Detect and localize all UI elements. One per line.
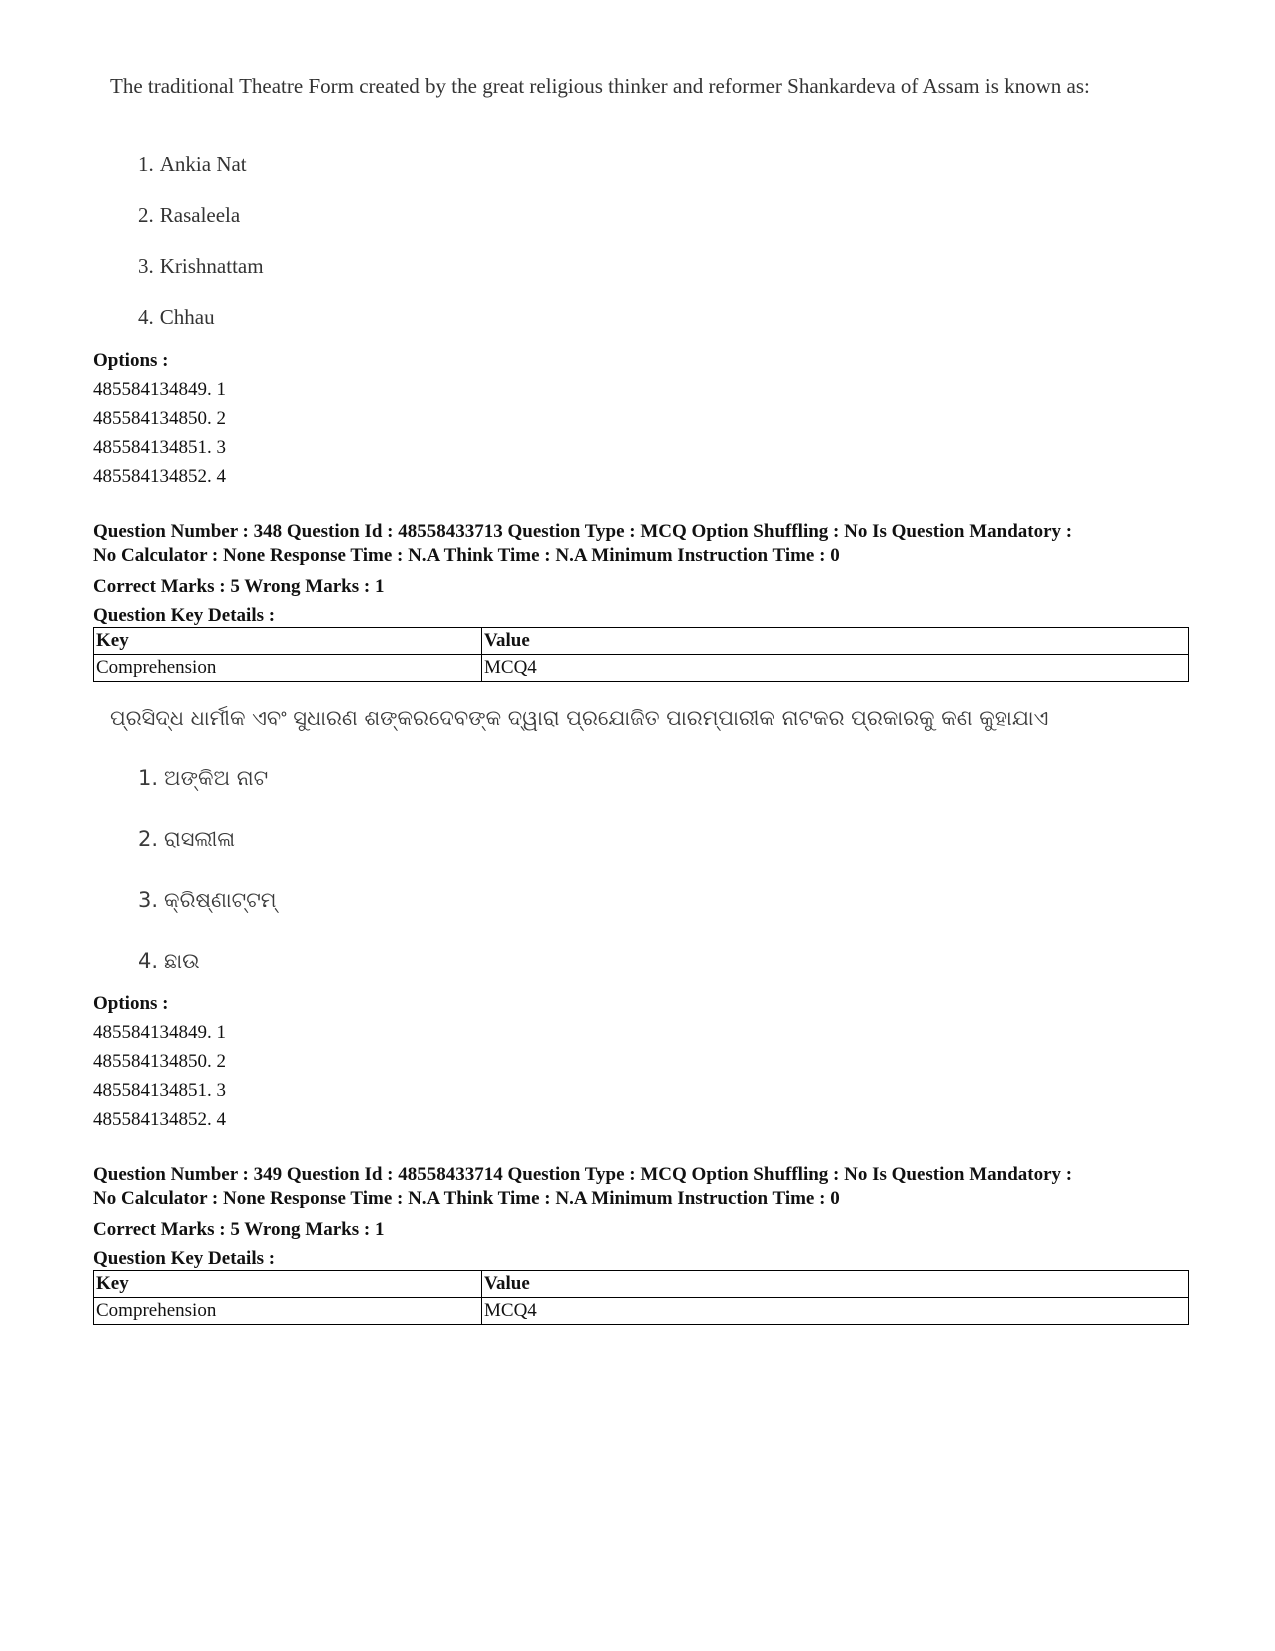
- choice-3: 3. Krishnattam: [138, 254, 264, 278]
- option-row: 485584134849. 1: [93, 379, 226, 400]
- cell-key: Comprehension: [94, 1298, 482, 1325]
- table-row: [94, 1298, 1189, 1325]
- marks-line: Correct Marks : 5 Wrong Marks : 1: [93, 576, 385, 597]
- option-row: 485584134849. 1: [93, 1022, 226, 1043]
- option-row: 485584134852. 4: [93, 1109, 226, 1130]
- key-details-heading: Question Key Details :: [93, 605, 276, 626]
- meta-line-1: Question Number : 349 Question Id : 48558433714 Question Type : MCQ Option Shuffling : No Is Question Mandatory :: [93, 1164, 1073, 1185]
- cell-key: Comprehension: [94, 655, 482, 682]
- option-row: 485584134850. 2: [93, 408, 226, 429]
- choice-2: 2. ରାସଲୀଳା: [138, 827, 236, 851]
- meta-line-2: No Calculator : None Response Time : N.A Think Time : N.A Minimum Instruction Time : 0: [93, 545, 840, 566]
- choice-4: 4. Chhau: [138, 305, 215, 329]
- option-row: 485584134851. 3: [93, 1080, 226, 1101]
- meta-line-1: Question Number : 348 Question Id : 48558433713 Question Type : MCQ Option Shuffling : No Is Question Mandatory :: [93, 521, 1073, 542]
- header-key: Key: [94, 628, 482, 655]
- options-heading: Options :: [93, 993, 169, 1014]
- meta-line-2: No Calculator : None Response Time : N.A Think Time : N.A Minimum Instruction Time : 0: [93, 1188, 840, 1209]
- question-meta: [93, 1163, 1193, 1273]
- table-row: [94, 655, 1189, 682]
- key-details-heading: Question Key Details :: [93, 1248, 276, 1269]
- options-heading: Options :: [93, 350, 169, 371]
- option-row: 485584134851. 3: [93, 437, 226, 458]
- key-details-table: [93, 627, 1189, 682]
- question-image-english: [110, 72, 1110, 342]
- question-image-odia: [110, 704, 1110, 984]
- header-value: Value: [482, 628, 1189, 655]
- table-header-row: [94, 628, 1189, 655]
- options-block: [93, 989, 226, 1134]
- options-block: [93, 346, 226, 491]
- option-row: 485584134852. 4: [93, 466, 226, 487]
- question-meta: [93, 520, 1193, 630]
- option-row: 485584134850. 2: [93, 1051, 226, 1072]
- key-details-table: [93, 1270, 1189, 1325]
- question-stem: ପ୍ରସିଦ୍ଧ ଧାର୍ମୀକ ଏବଂ ସୁଧାରଣ ଶଙ୍କରଦେବଙ୍କ ଦ୍ୱାରା ପ୍ରଯୋଜିତ ପାରମ୍ପାରୀକ ନାଟକର ପ୍ରକାରକୁ କଣ କୁହାଯାଏ: [110, 706, 1049, 730]
- table-header-row: [94, 1271, 1189, 1298]
- choice-2: 2. Rasaleela: [138, 203, 241, 227]
- marks-line: Correct Marks : 5 Wrong Marks : 1: [93, 1219, 385, 1240]
- cell-value: MCQ4: [482, 1298, 1189, 1325]
- choice-3: 3. କ୍ରିଷ୍ଣାଟ୍ଟମ୍: [138, 888, 277, 912]
- header-value: Value: [482, 1271, 1189, 1298]
- question-stem: The traditional Theatre Form created by the great religious thinker and reformer Shankardeva of Assam is known as:: [110, 74, 1090, 98]
- cell-value: MCQ4: [482, 655, 1189, 682]
- choice-4: 4. ଛାଉ: [138, 949, 200, 973]
- header-key: Key: [94, 1271, 482, 1298]
- choice-1: 1. Ankia Nat: [138, 152, 247, 176]
- choice-1: 1. ଅଙ୍କିଅ ନାଟ: [138, 766, 269, 790]
